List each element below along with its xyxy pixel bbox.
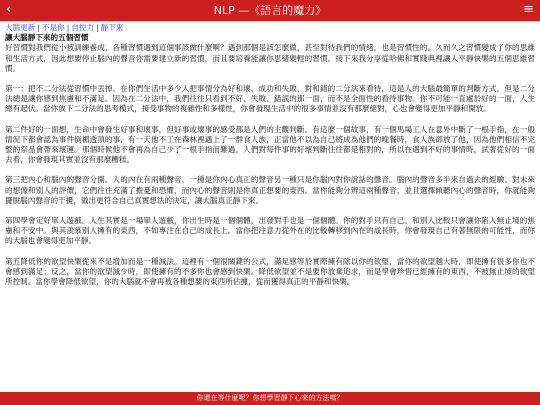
top-bar [0,0,540,21]
article-paragraph: 第五降低你的欲望快樂從來不是增加而是一種減法。這裡有一個很關鍵的公式，滿足感等於實際擁有除以你的欲望，當你的欲望越大時，即使擁有很多你也不會感到滿足；反之，當你的欲望減少時，即使擁有的不多你也會感到快樂。降低欲望並不是要你放棄追求，而是學會珍惜已經擁有的東西，不被無止境的欲望所控制。當你學會降低欲望，你的大腦就不會再被各種想要的東西所佔據，從而獲得真正的平靜和快樂。 [5,256,535,287]
article-paragraph: 第四學會定好單人遊戲。人生其實是一場單人遊戲，你出生時是一個個體，出發對手也是一個個體。你的對手只有自己。和別人比較只會讓你陷入無止境的焦慮和不安中。與其羨慕別人擁有的東西，不如專注在自己的成長上。當你把注意力從外在的比較轉移到內在的成長時，你會發現自己有著無限的可能性，而你的大腦也會變得更加平靜。 [5,216,535,246]
bottom-bar [0,392,540,405]
nav-separator: | [96,23,99,32]
nav-link-not-you[interactable]: 不是你 [41,23,65,32]
page-title: NLP —《語言的魔力》 [213,4,327,17]
nav-separator: | [66,23,70,32]
article-paragraph: 第一：把不二分法從習慣中丟掉。在你們生活中多少人把事情分為好和壞，成功和失敗，對和錯的二分法來看待，這是人的大腦最簡單的判斷方式，但是二分法總是讓你感到焦慮和不滿足。因為在二分法中，我們往往只看到不好、失敗、錯誤的那一面，而不是全面性的看待事物。你不可能一直處於好的一面，人生總有起伏。當你放下二分法的思考模式，接受事物的複雜性和多樣性，你會發現生活中的很多事情並沒有那麼絕對，心也會變得更加平靜和開放。 [5,84,535,114]
nav-link-calm-down[interactable]: 靜下來 [100,23,124,32]
footer-link[interactable]: 你還在等什麼呢？你想學習靜下心來的方法嗎？ [196,394,344,402]
article-content [5,23,535,391]
article-title: 讓大腦靜下來的五個習慣 [5,33,89,43]
nav-link-self-control[interactable]: 自控力 [71,23,95,32]
nav-separator: | [37,23,40,32]
article-paragraph: 第二件好的一面想，生命中會發生好事和壞事，但好事或壞事的感受都是人們的主觀判斷。有這麼一個故事，有一個馬場工人在意外中斷了一根手指，在一般情況下都會認為事件倒楣透頂的事，有一天他不工在森林裡遇上了一群食人族，正當他不以為自己將成為他們的晚餐時，食人族卻放了他，因為他們相信不完整的祭品會帶來壞運。那個時候他不會再為自己少了一根手指而難過。人們對每件事的好壞判斷往往都是相對的，所以在遇到不好的事情時，試著從好的一面去看，你會發現其實並沒有那麼糟糕。 [5,124,535,165]
article-paragraph: 好習慣對我們從小被訓練養成，各種習慣遇到這個事該做什麼啊？遇到那個是該怎麼做，甚至對待我們的情緒，也是習慣性的。久而久之習慣變成了你的思維和生活方式，因此想要停止腦內的聲音你需要建立新的習慣，而且要培養能讓你思緒變輕的習慣。接下來我分享從哈佛和實踐典裡讓人平靜快樂的五個思維習慣。 [5,43,535,73]
nav-link-brain-update[interactable]: 大腦更新 [5,23,36,32]
article-paragraph: 第三把內心和腦內的聲音分開。人的內在有兩種聲音，一種是你內心真正的聲音另一種只是你腦內對你說話的聲音。腦內的聲音多半來自過去的經驗、對未來的想像和別人的評價，它們往往充滿了擔憂和恐懼，而內心的聲音則是你真正想要的東西。當你能夠分辨這兩種聲音，並且選擇傾聽內心的聲音時，你就能夠擺脫腦內聲音的干擾，做出更符合自己真實想法的決定，讓大腦真正靜下來。 [5,175,535,205]
back-icon[interactable]: ‹ [6,2,12,17]
nav-links [5,23,535,33]
menu-icon[interactable]: ≡ [523,2,534,17]
